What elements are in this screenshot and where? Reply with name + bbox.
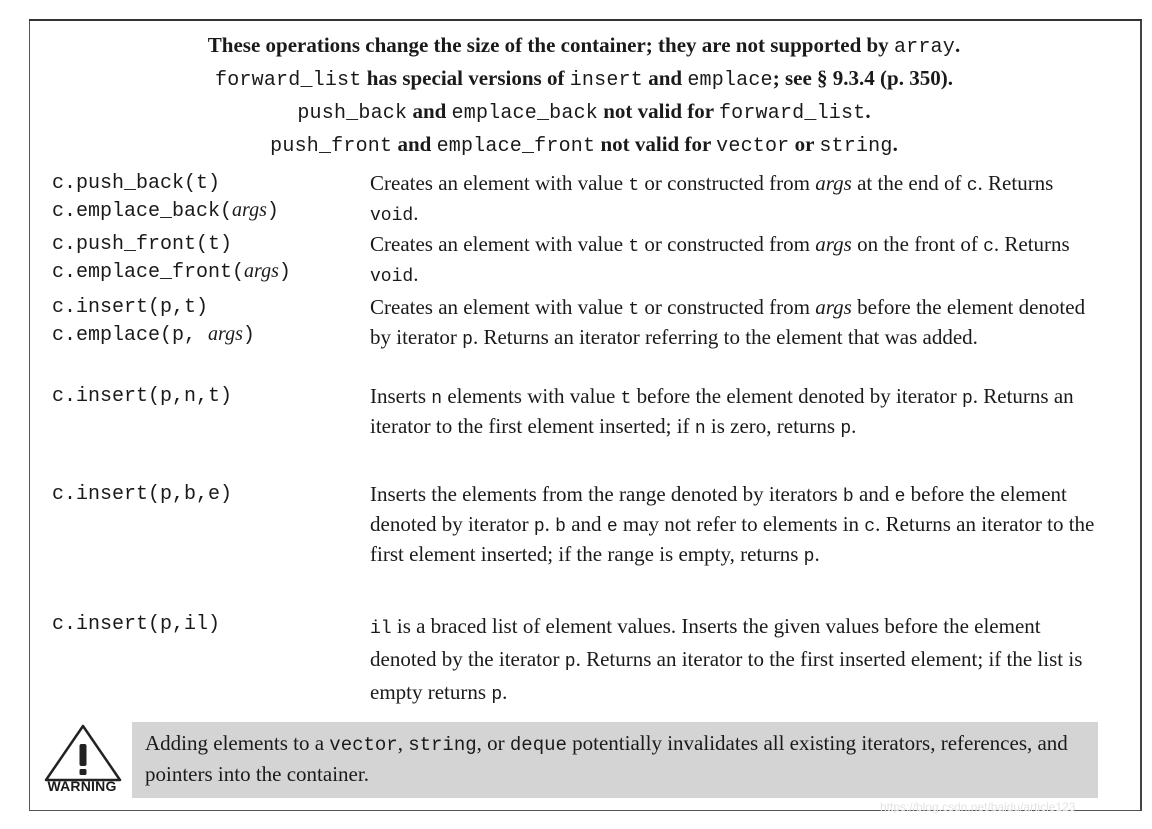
- desc-text: is a braced list of element values. Inserts the given values before the element denoted by the iterator: [370, 614, 1041, 671]
- desc-code: p: [803, 547, 815, 567]
- desc-text: . Returns an iterator to the first inserted element; if the list is empty returns: [370, 647, 1083, 704]
- warning-text-part: potentially invalidates all existing iterators, references, and pointers into the container.: [145, 731, 1068, 786]
- desc-code: n: [431, 389, 443, 409]
- code-text: ): [278, 261, 291, 284]
- warning-code: string: [408, 734, 477, 756]
- operation-code: c.insert(p,t): [52, 296, 209, 319]
- desc-text: and: [565, 512, 607, 536]
- header-text: not valid for: [595, 132, 717, 156]
- header-code: push_back: [297, 102, 408, 125]
- operation-cell: [52, 481, 370, 508]
- header-code: string: [819, 135, 893, 158]
- code-text: c.emplace(p,: [52, 324, 209, 347]
- desc-text: Creates an element with value: [370, 171, 629, 195]
- header-code: emplace_back: [451, 102, 598, 125]
- table-top-rule: [29, 19, 1142, 21]
- header-code: array: [893, 36, 955, 59]
- desc-code: c: [966, 176, 978, 196]
- code-text: ): [266, 200, 279, 223]
- header-code: push_front: [270, 135, 393, 158]
- desc-italic: args: [815, 171, 852, 195]
- desc-code: void: [370, 267, 414, 287]
- warning-code: deque: [509, 734, 567, 756]
- warning-text: [145, 729, 1095, 789]
- desc-code: p: [462, 330, 473, 350]
- desc-text: before the element denoted by iterator: [370, 482, 1067, 536]
- desc-text: Creates an element with value: [370, 232, 629, 256]
- desc-code: void: [370, 206, 414, 226]
- desc-text: or constructed from: [639, 295, 816, 319]
- code-text: c.emplace_back(: [52, 200, 233, 223]
- desc-text: Inserts the elements from the range denoted by iterators: [370, 482, 843, 506]
- description-cell: [370, 294, 1096, 354]
- header-line-1: [40, 30, 1128, 63]
- desc-code: e: [894, 487, 906, 507]
- operation-cell: [52, 231, 370, 286]
- desc-text: . Returns an iterator to the first element inserted; if the range is empty, returns: [370, 512, 1095, 566]
- desc-text: . Returns: [993, 232, 1070, 256]
- desc-code: n: [694, 419, 706, 439]
- header-text: and: [392, 132, 437, 156]
- operation-code: [52, 258, 370, 286]
- description-cell: [370, 231, 1096, 291]
- desc-text: may not refer to elements in: [617, 512, 865, 536]
- desc-code: p: [491, 685, 503, 705]
- warning-label: WARNING: [47, 778, 117, 794]
- code-text: c.emplace_front(: [52, 261, 245, 284]
- desc-text: .: [544, 512, 556, 536]
- description-cell: [370, 481, 1096, 571]
- operation-code: [52, 197, 370, 225]
- desc-text: Inserts: [370, 384, 432, 408]
- operation-cell: [52, 383, 370, 410]
- arg-text: args: [208, 323, 243, 345]
- desc-text: is zero, returns: [705, 414, 841, 438]
- desc-text: .: [413, 262, 419, 286]
- desc-text: Creates an element with value: [370, 295, 629, 319]
- arg-text: args: [232, 199, 267, 221]
- desc-text: on the front of: [851, 232, 984, 256]
- header-line-4: [40, 129, 1128, 162]
- desc-text: .: [851, 414, 857, 438]
- operation-code: c.insert(p,n,t): [52, 385, 233, 408]
- header-text: These operations change the size of the container; they are not supported by: [207, 33, 894, 57]
- watermark: https://blog.csdn.net/baidu/article123: [880, 800, 1076, 814]
- header-text: has special versions of: [361, 66, 570, 90]
- desc-code: c: [864, 517, 876, 537]
- operation-cell: [52, 294, 370, 349]
- header-code: vector: [716, 135, 790, 158]
- desc-text: or constructed from: [639, 171, 816, 195]
- desc-text: before the element denoted by iterator: [370, 295, 1086, 349]
- desc-italic: args: [815, 232, 852, 256]
- header-text: or: [789, 132, 820, 156]
- desc-text: .: [814, 542, 820, 566]
- desc-code: t: [628, 176, 640, 196]
- desc-code: t: [628, 300, 640, 320]
- header-text: not valid for: [597, 99, 719, 123]
- table-header: [40, 30, 1128, 162]
- operation-code: [52, 321, 370, 349]
- desc-code: il: [370, 619, 392, 639]
- header-text: and: [407, 99, 452, 123]
- header-code: forward_list: [215, 69, 362, 92]
- arg-text: args: [244, 260, 279, 282]
- desc-text: .: [413, 201, 419, 225]
- description-cell: [370, 611, 1096, 710]
- warning-text-part: , or: [476, 731, 510, 755]
- desc-code: p: [564, 652, 576, 672]
- desc-text: . Returns: [977, 171, 1054, 195]
- desc-code: t: [628, 237, 640, 257]
- desc-text: . Returns an iterator referring to the element that was added.: [472, 325, 978, 349]
- description-cell: [370, 170, 1096, 230]
- operation-cell: [52, 611, 370, 638]
- header-code: emplace: [687, 69, 773, 92]
- header-code: emplace_front: [436, 135, 596, 158]
- desc-code: t: [620, 389, 632, 409]
- header-line-3: [40, 96, 1128, 129]
- header-line-2: [40, 63, 1128, 96]
- header-text: .: [892, 132, 898, 156]
- header-text: .: [865, 99, 871, 123]
- header-code: forward_list: [718, 102, 866, 125]
- header-code: insert: [569, 69, 643, 92]
- desc-code: b: [842, 487, 854, 507]
- code-text: ): [242, 324, 255, 347]
- header-text: ; see § 9.3.4 (p. 350).: [772, 66, 953, 90]
- operation-code: c.push_front(t): [52, 233, 233, 256]
- desc-text: and: [853, 482, 895, 506]
- desc-code: b: [555, 517, 566, 537]
- desc-text: or constructed from: [639, 232, 816, 256]
- desc-text: before the element denoted by iterator: [631, 384, 962, 408]
- desc-code: p: [961, 389, 973, 409]
- desc-text: . Returns an iterator to the first element inserted; if: [370, 384, 1074, 438]
- desc-code: p: [533, 517, 545, 537]
- desc-code: e: [606, 517, 618, 537]
- desc-text: elements with value: [442, 384, 621, 408]
- header-text: and: [642, 66, 688, 90]
- description-cell: [370, 383, 1096, 443]
- operation-code: c.push_back(t): [52, 172, 221, 195]
- header-text: .: [954, 33, 961, 57]
- desc-code: c: [983, 237, 994, 257]
- operation-code: c.insert(p,b,e): [52, 483, 233, 506]
- operation-code: c.insert(p,il): [52, 613, 221, 636]
- desc-code: p: [840, 419, 852, 439]
- desc-italic: args: [815, 295, 852, 319]
- warning-text-part: Adding elements to a: [145, 731, 330, 755]
- operation-cell: [52, 170, 370, 225]
- desc-text: .: [502, 680, 508, 704]
- desc-text: at the end of: [851, 171, 967, 195]
- warning-code: vector: [329, 734, 398, 756]
- warning-text-part: ,: [397, 731, 409, 755]
